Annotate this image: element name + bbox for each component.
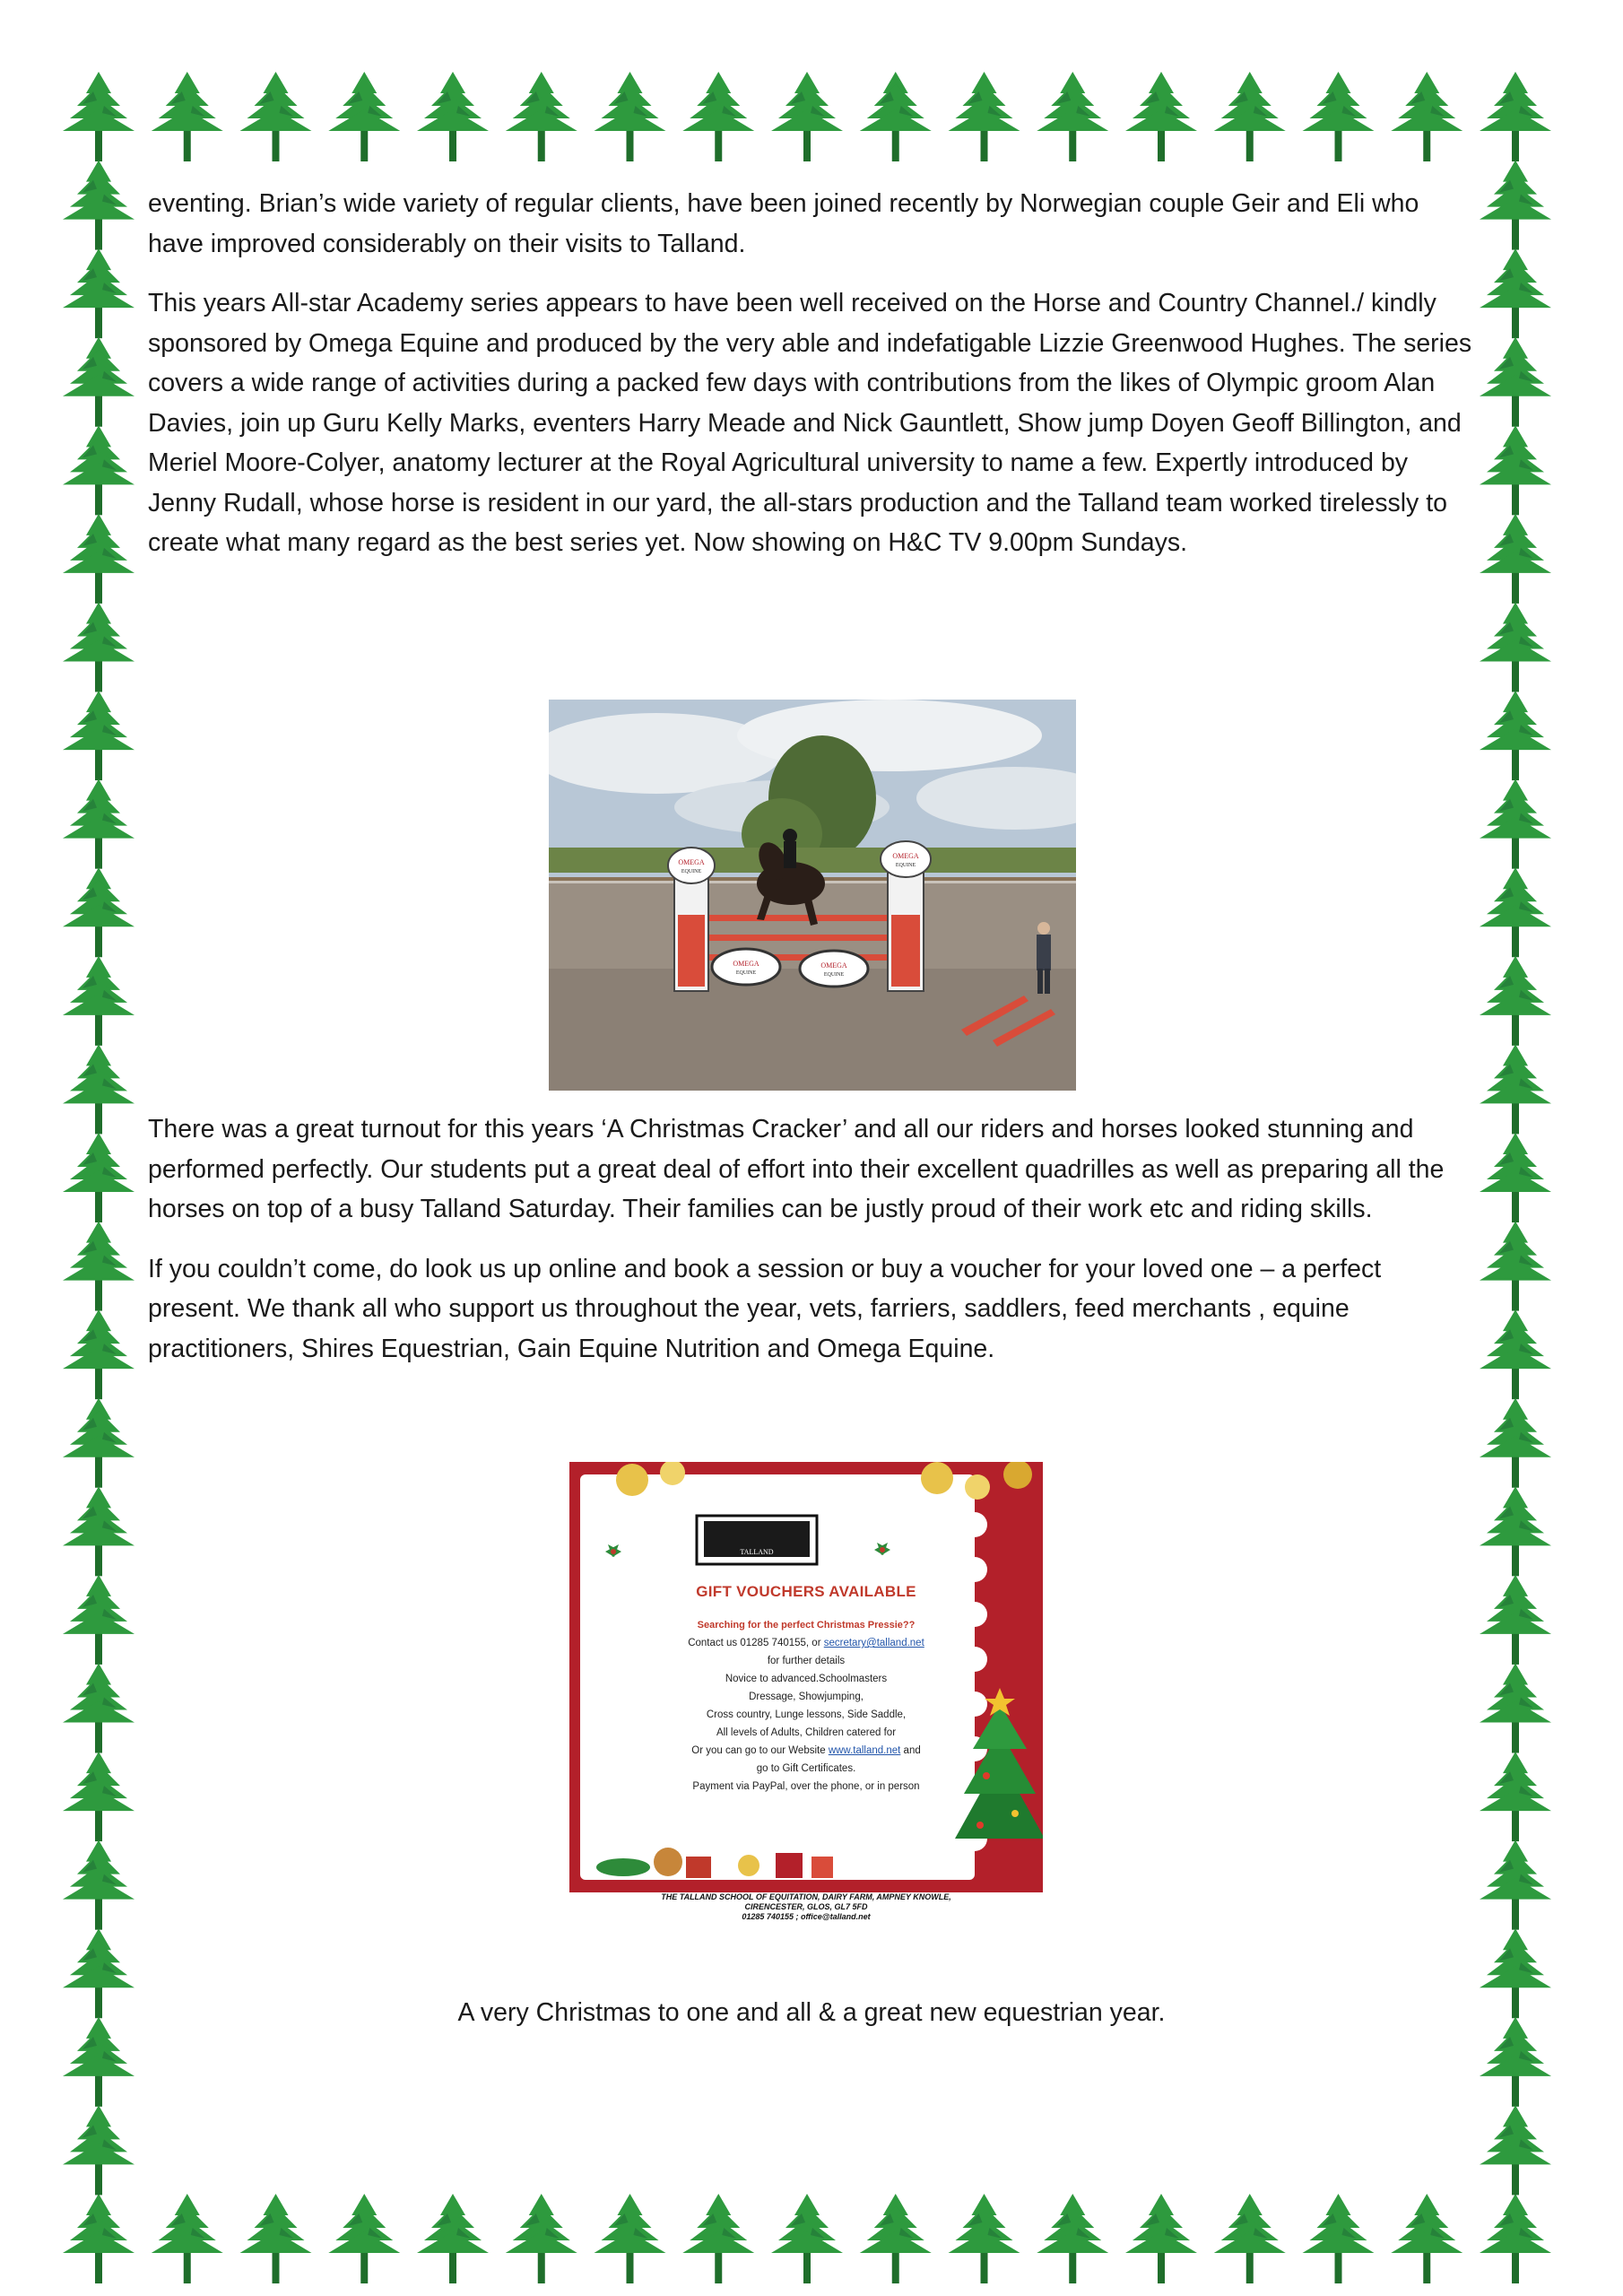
christmas-tree-icon (63, 1575, 135, 1665)
christmas-tree-icon (1480, 2194, 1551, 2283)
christmas-tree-icon (1480, 956, 1551, 1046)
christmas-tree-icon (949, 72, 1020, 161)
christmas-tree-icon (949, 2194, 1020, 2283)
christmas-tree-icon (771, 72, 843, 161)
christmas-tree-icon (63, 867, 135, 957)
christmas-tree-icon (1303, 2194, 1375, 2283)
christmas-tree-icon (63, 337, 135, 427)
christmas-tree-icon (506, 2194, 577, 2283)
christmas-tree-icon (1480, 1044, 1551, 1134)
christmas-tree-icon (595, 72, 666, 161)
voucher-title: GIFT VOUCHERS AVAILABLE (696, 1583, 916, 1600)
christmas-tree-icon (1480, 2017, 1551, 2107)
christmas-tree-icon (63, 1133, 135, 1222)
stand-left-top: OMEGA (678, 858, 705, 866)
christmas-tree-icon (417, 2194, 489, 2283)
gift-voucher-flyer (569, 1462, 1043, 1921)
christmas-tree-icon (1214, 2194, 1286, 2283)
christmas-tree-icon (240, 72, 312, 161)
christmas-tree-icon (63, 514, 135, 604)
oval-right-top: OMEGA (820, 961, 847, 970)
oval-right-sub: EQUINE (823, 972, 845, 978)
christmas-tree-icon (63, 2194, 135, 2283)
paragraph-all-star-academy: This years All-star Academy series appears to have been well received on the Horse and Country Channel./ kindly sponsored by Omega Equine and produced by the very able and indefatigable Lizzie Greenwood Hughes. The series covers a wide range of activities during a packed few days with contributions from the likes of Olympic groom Alan Davies, join up Guru Kelly Marks, eventers Harry Meade and Nick Gauntlett, Show jump Doyen Geoff Billington, and Meriel Moore-Colyer, anatomy lecturer at the Royal Agricultural university to name a few. Expertly introduced by Jenny Rudall, whose horse is resident in our yard, the all-stars production and the Talland team worked tirelessly to create what many regard as the best series yet. Now showing on H&C TV 9.00pm Sundays. (148, 289, 1472, 557)
paragraph-christmas-cracker: There was a great turnout for this years ‘A Christmas Cracker’ and all our riders and horses looked stunning and performed perfectly. Our students put a great deal of effort into their excellent quadrilles as well as preparing all the horses on top of a busy Talland Saturday. Their families can be justly proud of their work etc and riding skills. (148, 1115, 1445, 1223)
christmas-tree-icon (1480, 1752, 1551, 1841)
voucher-details (569, 1634, 1043, 1796)
stand-left-sub: EQUINE (681, 869, 702, 874)
christmas-tree-icon (63, 1309, 135, 1399)
voucher-website-prefix: Or you can go to our Website (691, 1745, 829, 1756)
christmas-tree-icon (1480, 1486, 1551, 1576)
christmas-tree-icon (152, 72, 223, 161)
christmas-tree-icon (1480, 72, 1551, 161)
christmas-tree-icon (1214, 72, 1286, 161)
christmas-tree-icon (860, 72, 932, 161)
christmas-tree-icon (63, 2105, 135, 2195)
voucher-line: All levels of Adults, Children catered for (716, 1727, 897, 1738)
christmas-tree-icon (771, 2194, 843, 2283)
christmas-tree-icon (1480, 1575, 1551, 1665)
christmas-tree-icon (63, 691, 135, 780)
christmas-tree-icon (682, 2194, 754, 2283)
voucher-subtitle: Searching for the perfect Christmas Pressie?? (697, 1620, 916, 1631)
christmas-tree-icon (417, 72, 489, 161)
christmas-tree-icon (1480, 1309, 1551, 1399)
christmas-tree-icon (63, 161, 135, 250)
christmas-tree-icon (1480, 248, 1551, 338)
christmas-tree-icon (1480, 779, 1551, 869)
christmas-tree-icon (1480, 867, 1551, 957)
christmas-tree-icon (1480, 425, 1551, 515)
christmas-tree-icon (1037, 2194, 1108, 2283)
voucher-website-link[interactable]: www.talland.net (828, 1745, 901, 1756)
voucher-email-link[interactable]: secretary@talland.net (823, 1638, 924, 1648)
christmas-tree-icon (328, 72, 400, 161)
christmas-tree-icon (595, 2194, 666, 2283)
paragraph-eventing: eventing. Brian’s wide variety of regular clients, have been joined recently by Norwegian couple Geir and Eli who have improved considerably on their visits to Talland. (148, 189, 1419, 258)
christmas-tree-icon (63, 1398, 135, 1488)
voucher-footer-line: 01285 740155 ; office@talland.net (742, 1912, 871, 1921)
teddy-bear-icon (654, 1848, 682, 1876)
oval-left-top: OMEGA (733, 960, 759, 968)
christmas-tree-icon (682, 72, 754, 161)
voucher-line: Cross country, Lunge lessons, Side Saddle, (706, 1709, 907, 1720)
christmas-tree-icon (1480, 161, 1551, 250)
oval-left-sub: EQUINE (735, 970, 757, 976)
christmas-tree-icon (1480, 2105, 1551, 2195)
christmas-tree-icon (1480, 1222, 1551, 1311)
article-body (148, 184, 1475, 563)
christmas-tree-icon (1480, 603, 1551, 692)
christmas-tree-icon (506, 72, 577, 161)
christmas-tree-icon (1125, 72, 1197, 161)
voucher-footer-line: CIRENCESTER, GLOS, GL7 5FD (744, 1902, 868, 1911)
article-body-lower (148, 1109, 1475, 1369)
christmas-tree-icon (63, 1664, 135, 1753)
christmas-tree-icon (63, 603, 135, 692)
voucher-website-suffix: and (900, 1745, 921, 1756)
voucher-line: Novice to advanced.Schoolmasters (725, 1674, 888, 1684)
christmas-tree-icon (63, 1044, 135, 1134)
christmas-tree-icon (1037, 72, 1108, 161)
christmas-tree-icon (63, 425, 135, 515)
christmas-tree-icon (1391, 2194, 1462, 2283)
christmas-tree-icon (63, 2017, 135, 2107)
christmas-tree-icon (63, 779, 135, 869)
christmas-tree-icon (63, 1486, 135, 1576)
voucher-line: go to Gift Certificates. (756, 1763, 856, 1774)
christmas-tree-icon (63, 248, 135, 338)
christmas-tree-icon (1480, 1840, 1551, 1930)
christmas-tree-icon (63, 72, 135, 161)
christmas-tree-icon (63, 1840, 135, 1930)
closing-greeting: A very Christmas to one and all & a great new equestrian year. (457, 1998, 1166, 2027)
christmas-tree-icon (328, 2194, 400, 2283)
christmas-tree-icon (1391, 72, 1462, 161)
christmas-tree-icon (1303, 72, 1375, 161)
stand-right-top: OMEGA (892, 852, 919, 860)
christmas-tree-icon (1480, 337, 1551, 427)
christmas-tree-icon (1125, 2194, 1197, 2283)
christmas-tree-icon (860, 2194, 932, 2283)
christmas-tree-icon (240, 2194, 312, 2283)
voucher-line: Dressage, Showjumping, (749, 1692, 864, 1702)
christmas-tree-icon (1480, 1398, 1551, 1488)
voucher-payment: Payment via PayPal, over the phone, or in person (692, 1781, 920, 1792)
voucher-contact-prefix: Contact us 01285 740155, or (688, 1638, 824, 1648)
christmas-tree-icon (1480, 1664, 1551, 1753)
christmas-tree-icon (63, 1752, 135, 1841)
voucher-logo-text: TALLAND (740, 1548, 774, 1556)
christmas-tree-icon (63, 956, 135, 1046)
christmas-tree-icon (1480, 1133, 1551, 1222)
christmas-tree-icon (1480, 691, 1551, 780)
stand-right-sub: EQUINE (895, 863, 916, 868)
voucher-footer-line: THE TALLAND SCHOOL OF EQUITATION, DAIRY FARM, AMPNEY KNOWLE, (661, 1892, 951, 1901)
christmas-tree-icon (152, 2194, 223, 2283)
christmas-tree-icon (63, 1222, 135, 1311)
voucher-footer (569, 1892, 1043, 1922)
paragraph-voucher-thanks: If you couldn’t come, do look us up online and book a session or buy a voucher for your loved one – a perfect present. We thank all who support us throughout the year, vets, farriers, saddlers, feed merchants , equine practitioners, Shires Equestrian, Gain Equine Nutrition and Omega Equine. (148, 1254, 1382, 1363)
christmas-tree-icon (1480, 514, 1551, 604)
voucher-line: for further details (767, 1656, 846, 1666)
horse-jump-photo (549, 700, 1076, 1091)
